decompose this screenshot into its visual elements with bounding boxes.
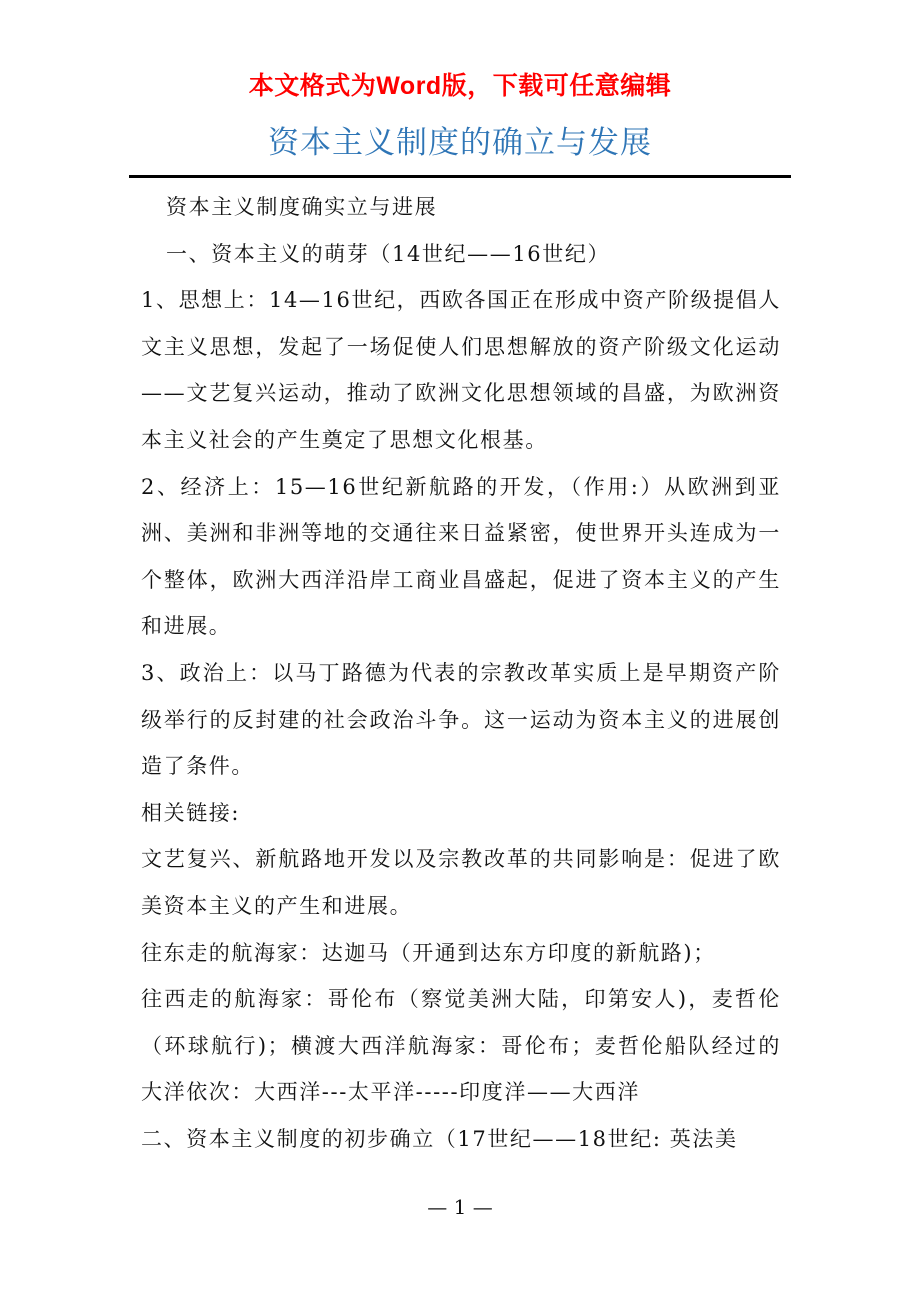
subtitle-paragraph: 资本主义制度确实立与进展 (166, 195, 438, 219)
editable-format-banner: 本文格式为Word版，下载可任意编辑 (248, 72, 672, 100)
paragraph-politics: 3、政治上：以马丁路德为代表的宗教改革实质上是早期资产阶级举行的反封建的社会政治斗争。这一运动为资本主义的进展创造了条件。 (141, 660, 781, 779)
document-body (141, 184, 781, 1162)
paragraph-ideology: 1、思想上：14—16世纪，西欧各国正在形成中资产阶级提倡人文主义思想，发起了一场促使人们思想解放的资产阶级文化运动——文艺复兴运动，推动了欧洲文化思想领域的昌盛，为欧洲资本主义社会的产生奠定了思想文化根基。 (141, 288, 781, 452)
paragraph-combined-impact: 文艺复兴、新航路地开发以及宗教改革的共同影响是：促进了欧美资本主义的产生和进展。 (141, 847, 781, 918)
paragraph-westward-navigator: 往西走的航海家：哥伦布（察觉美洲大陆，印第安人)，麦哲伦（环球航行)；横渡大西洋航海家：哥伦布；麦哲伦船队经过的大洋依次：大西洋---太平洋-----印度洋——大西洋 (141, 987, 781, 1105)
page-number: — 1 — (427, 1195, 493, 1219)
related-links-label: 相关链接: (141, 800, 241, 825)
document-title: 资本主义制度的确立与发展 (268, 125, 652, 161)
section-heading-2: 二、资本主义制度的初步确立（17世纪——18世纪: 英法美 (141, 1126, 738, 1151)
title-divider (129, 175, 791, 178)
paragraph-eastward-navigator: 往东走的航海家：达迦马（开通到达东方印度的新航路)； (141, 940, 716, 965)
paragraph-economy: 2、经济上：15—16世纪新航路的开发，（作用:）从欧洲到亚洲、美洲和非洲等地的交通往来日益紧密，使世界开头连成为一个整体，欧洲大西洋沿岸工商业昌盛起，促进了资本主义的产生和进展。 (141, 474, 781, 639)
section-heading-1: 一、资本主义的萌芽（14世纪——16世纪） (166, 241, 611, 266)
